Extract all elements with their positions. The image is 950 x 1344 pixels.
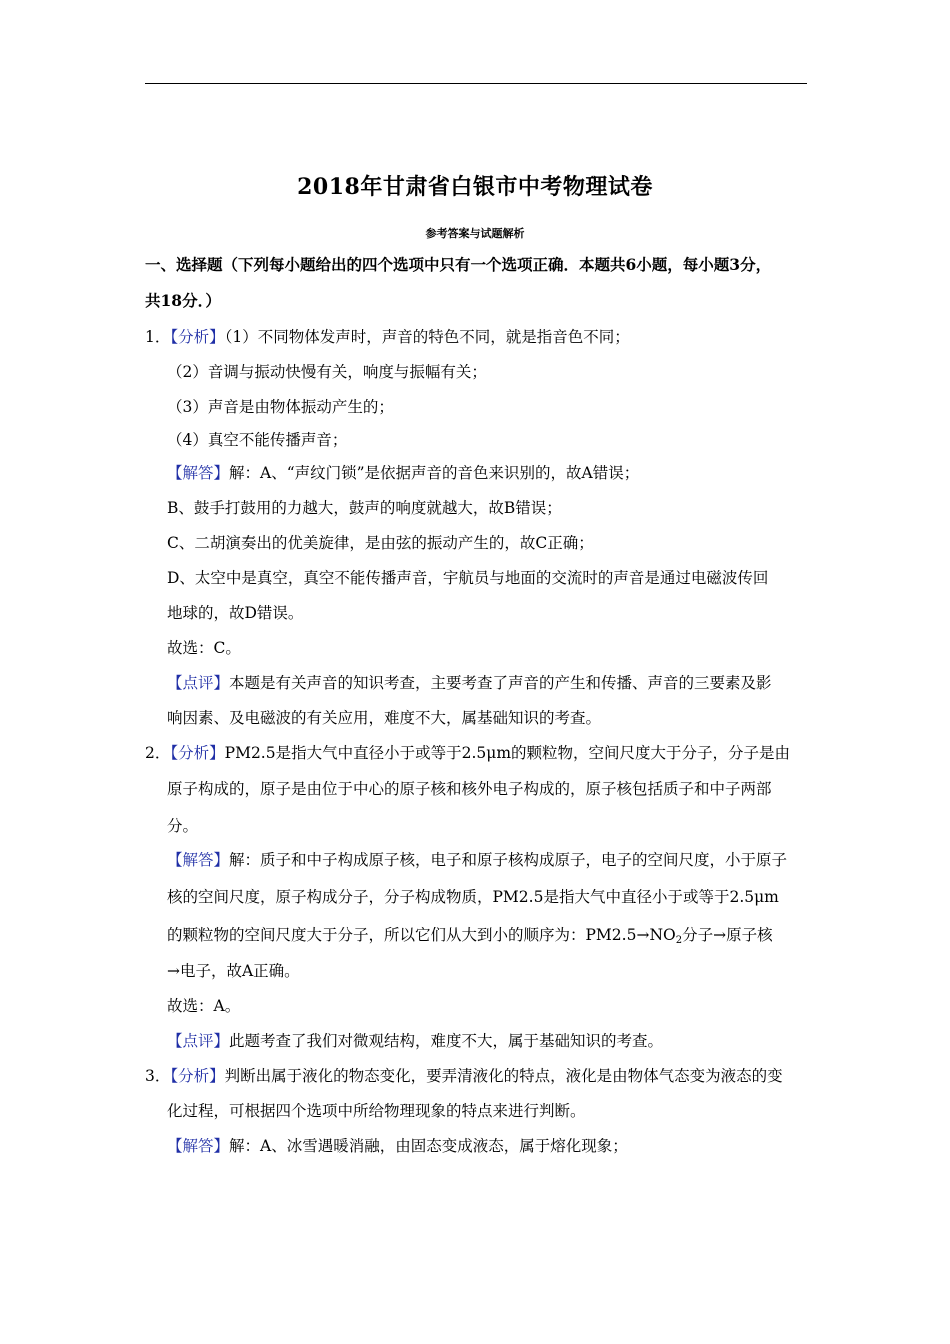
q2-answer-3a: 的颗粒物的空间尺度大于分子，所以它们从大到小的顺序为：PM2.5→NO — [167, 926, 676, 944]
q1-analysis-line — [145, 327, 630, 347]
q1-analysis-text-3: （3）声音是由物体振动产生的； — [167, 398, 394, 416]
analysis-tag: 【分析】 — [170, 1067, 225, 1085]
q2-answer-4: →电子，故A正确。 — [167, 962, 300, 980]
q1-answer-a: 解：A、“声纹门锁”是依据声音的音色来识别的，故A错误； — [229, 464, 640, 482]
q1-answer-c: C、二胡演奏出的优美旋律，是由弦的振动产生的，故C正确； — [167, 534, 594, 552]
q2-analysis-line — [145, 743, 790, 763]
q1-review-1: 本题是有关声音的知识考查，主要考查了声音的产生和传播、声音的三要素及影 — [229, 674, 772, 692]
page-title: 2018年甘肃省白银市中考物理试卷 — [297, 174, 653, 200]
q2-review-line — [167, 1031, 663, 1051]
answer-tag: 【解答】 — [167, 464, 230, 482]
q3-analysis-text-1: 判断出属于液化的物态变化，要弄清液化的特点，液化是由物体气态变为液态的变 — [224, 1067, 783, 1085]
review-tag: 【点评】 — [167, 1032, 230, 1050]
q1-answer-line — [167, 463, 639, 483]
q2-choice: 故选：A。 — [167, 997, 241, 1015]
q2-answer-1: 解：质子和中子构成原子核，电子和原子核构成原子，电子的空间尺度，小于原子 — [229, 851, 788, 869]
analysis-tag: 【分析】 — [170, 744, 225, 762]
question-number: 3． — [145, 1067, 171, 1085]
question-number: 2． — [145, 744, 171, 762]
q3-analysis-line — [145, 1066, 783, 1086]
q1-review-2: 响因素、及电磁波的有关应用，难度不大，属基础知识的考查。 — [167, 709, 602, 727]
q1-answer-d2: 地球的，故D错误。 — [167, 604, 304, 622]
review-tag: 【点评】 — [167, 674, 230, 692]
answer-tag: 【解答】 — [167, 1137, 230, 1155]
q2-answer-3 — [167, 925, 773, 951]
q2-analysis-text-2: 原子构成的，原子是由位于中心的原子核和核外电子构成的，原子核包括质子和中子两部 — [167, 780, 772, 798]
q3-analysis-text-2: 化过程，可根据四个选项中所给物理现象的特点来进行判断。 — [167, 1102, 586, 1120]
q1-analysis-text-4: （4）真空不能传播声音； — [167, 431, 348, 449]
q1-answer-d1: D、太空中是真空，真空不能传播声音，宇航员与地面的交流时的声音是通过电磁波传回 — [167, 569, 769, 587]
q2-review-1: 此题考查了我们对微观结构，难度不大，属于基础知识的考查。 — [229, 1032, 664, 1050]
page-subtitle: 参考答案与试题解析 — [425, 227, 525, 240]
q3-answer-1: 解：A、冰雪遇暖消融，由固态变成液态，属于熔化现象； — [229, 1137, 628, 1155]
subscript-2: 2 — [675, 935, 683, 946]
q3-answer-line — [167, 1136, 628, 1156]
q1-analysis-text-1: （1）不同物体发声时，声音的特色不同，就是指音色不同； — [224, 328, 630, 346]
header-rule — [145, 83, 807, 84]
q2-answer-2: 核的空间尺度，原子构成分子，分子构成物质，PM2.5是指大气中直径小于或等于2.5μm — [167, 888, 779, 906]
q1-answer-b: B、鼓手打鼓用的力越大，鼓声的响度就越大，故B错误； — [167, 499, 562, 517]
q2-answer-line — [167, 850, 787, 870]
analysis-tag: 【分析】 — [170, 328, 225, 346]
section-heading-line2: 共18分．） — [145, 291, 221, 310]
q2-answer-3b: 分子→原子核 — [682, 926, 773, 944]
answer-tag: 【解答】 — [167, 851, 230, 869]
q1-choice: 故选：C。 — [167, 639, 241, 657]
q2-analysis-text-3: 分。 — [167, 817, 199, 835]
q2-analysis-text-1: PM2.5是指大气中直径小于或等于2.5μm的颗粒物，空间尺度大于分子，分子是由 — [224, 744, 791, 762]
q1-analysis-text-2: （2）音调与振动快慢有关，响度与振幅有关； — [167, 363, 487, 381]
question-number: 1． — [145, 328, 171, 346]
section-heading-line1: 一、选择题（下列每小题给出的四个选项中只有一个选项正确．本题共6小题，每小题3分， — [145, 255, 772, 274]
q1-review-line — [167, 673, 772, 693]
